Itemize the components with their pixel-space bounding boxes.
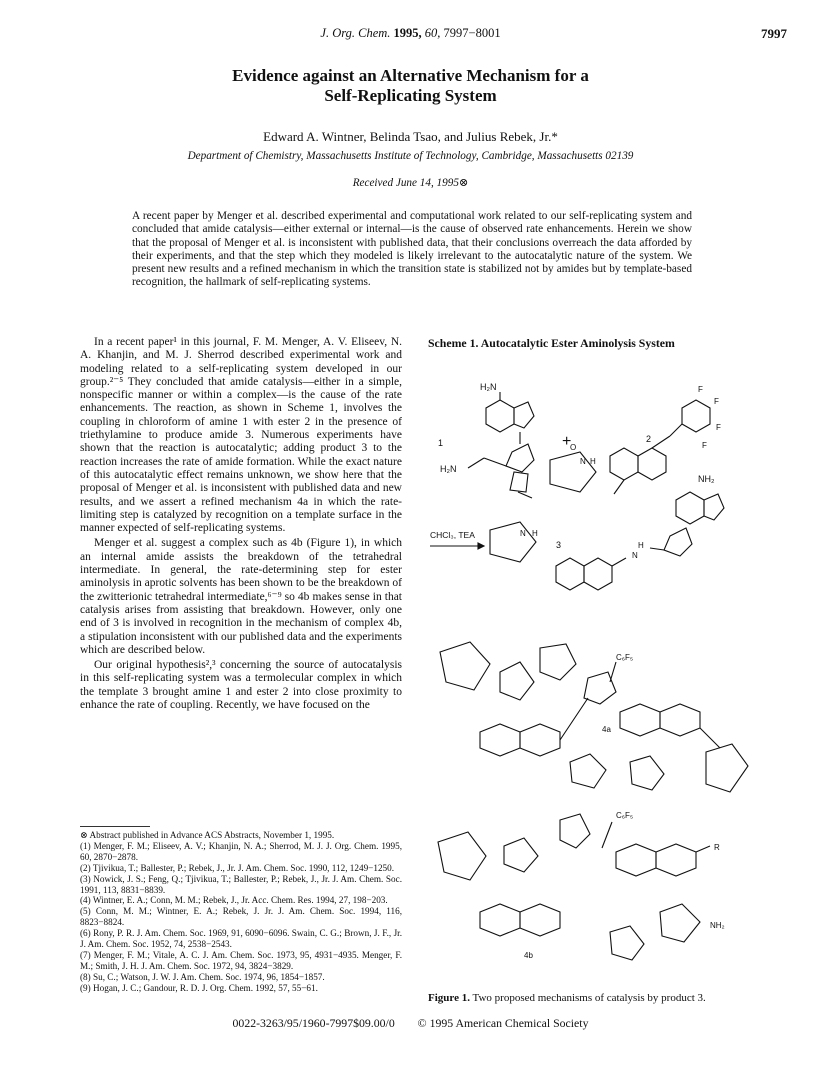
footnote: (9) Hogan, J. C.; Gandour, R. D. J. Org. Chem. 1992, 57, 55−61. <box>80 982 318 993</box>
fluorine-label: F <box>714 397 719 406</box>
footnote: (3) Nowick, J. S.; Feng, Q.; Tjivikua, T.; Ballester, P.; Rebek, J., Jr. J. Am. Chem. Soc. 1991, 113, 8831−8839. <box>80 873 402 895</box>
fluorine-label: F <box>702 441 707 450</box>
copyright: © 1995 American Chemical Society <box>417 1016 589 1030</box>
journal-pages: 7997−8001 <box>443 26 501 40</box>
article-code: 0022-3263/95/1960-7997$09.00/0 <box>232 1016 395 1030</box>
footnote: ⊗ Abstract published in Advance ACS Abstracts, November 1, 1995. <box>80 830 335 840</box>
footnote: (5) Conn, M. M.; Wintner, E. A.; Rebek, J. Jr. J. Am. Chem. Soc. 1994, 116, 8823−8824. <box>80 906 402 928</box>
footnote: (8) Su, C.; Watson, J. W. J. Am. Chem. Soc. 1974, 96, 1854−1857. <box>80 971 325 982</box>
nitrogen-label: N <box>520 529 526 538</box>
compound-number: 4a <box>602 725 611 734</box>
nitrogen-label: N <box>580 457 586 466</box>
body-left-column <box>80 336 402 714</box>
abstract: A recent paper by Menger et al. described experimental and computational work related to our self-replicating system and concluded that amide catalysis—either external or internal—is the cause of observed rate enhancements. Herein we show that the proposal of Menger et al. is inconsistent with published data, that their conclusions overreach the data afforded by their experiments, and that the step which they modeled is likely irrelevant to the autocatalytic nature of the system. We present new results and a refined mechanism in which the transition state is stabilized not by amides but by template-based recognition, the hallmark of self-replicating systems. <box>132 210 692 289</box>
body-paragraph-1: In a recent paper¹ in this journal, F. M. Menger, A. V. Eliseev, N. A. Khanjin, and M. J. Sherrod described experimental work and modeling related to a self-replicating system developed in our group.²⁻⁵ They concluded that amide catalysis—either in a simple, nonspecific manner or within a complex—is the cause of the rate enhancements. The reaction, as shown in Scheme 1, involves the coupling in chloroform of amine 1 with ester 2 in the presence of triethylamine to produce amide 3. Numerous experiments have shown that the reaction is autocatalytic; adding product 3 to the reaction increases the rate of amide formation. While the exact nature of this autocatalytic effect remains unknown, we show here that the proposal of Menger et al. is inconsistent with published data and new results, and we assert a refined mechanism 4a in which the rate-limiting step is catalyzed by recognition on a template surface in the manner expected of self-replicating systems. <box>80 336 402 535</box>
compound-number: 2 <box>646 434 652 444</box>
amine-label: H₂N <box>440 464 457 474</box>
hydrogen-label: H <box>638 541 644 550</box>
chemical-structures-figure <box>420 352 760 972</box>
footnote: (1) Menger, F. M.; Eliseev, A. V.; Khanjin, N. A.; Sherrod, M. J. J. Org. Chem. 1995, 60, 2870−2878. <box>80 840 402 862</box>
reaction-conditions: CHCl₃, TEA <box>430 530 475 540</box>
journal-name: J. Org. Chem. <box>320 26 391 40</box>
footnote: (2) Tjivikua, T.; Ballester, P.; Rebek, J., Jr. J. Am. Chem. Soc. 1990, 112, 1249−1250. <box>80 862 395 873</box>
page-number: 7997 <box>761 26 787 41</box>
c6f5-label: C₆F₅ <box>616 811 634 820</box>
figure-caption <box>428 992 748 1005</box>
footnote-rule <box>80 826 150 827</box>
compound-number: 1 <box>438 438 444 448</box>
compound-number: 4b <box>524 951 533 960</box>
oxygen-label: O <box>570 443 577 452</box>
journal-volume: 60, <box>424 26 441 40</box>
title-line-2: Self-Replicating System <box>324 86 497 105</box>
body-paragraph-3: Our original hypothesis²,³ concerning the source of autocatalysis in this self-replicating system was a termolecular complex in which the template 3 brought amine 1 and ester 2 into close proximity to enhance the rate of coupling. Recently, we have focused on the <box>80 659 402 712</box>
author-list: Edward A. Wintner, Belinda Tsao, and Julius Rebek, Jr.* <box>263 129 558 144</box>
amine-label: NH₂ <box>698 474 715 484</box>
running-header <box>0 26 821 41</box>
plus-sign: + <box>562 433 572 450</box>
affiliation: Department of Chemistry, Massachusetts Institute of Technology, Cambridge, Massachusetts 02139 <box>187 150 634 162</box>
footnotes <box>80 826 402 994</box>
amine-label: NH₂ <box>710 921 725 930</box>
received-date: Received June 14, 1995⊗ <box>352 177 469 189</box>
complex-4b-structure <box>438 811 725 960</box>
hydrogen-label: H <box>532 529 538 538</box>
r-group-label: R <box>714 843 720 852</box>
complex-4a-structure <box>440 642 748 792</box>
title-line-1: Evidence against an Alternative Mechanism for a <box>232 66 589 85</box>
compound-2-structure <box>550 385 721 494</box>
journal-year: 1995, <box>393 26 422 40</box>
scheme-title: Scheme 1. Autocatalytic Ester Aminolysis System <box>428 336 675 350</box>
article-title <box>0 66 821 106</box>
c6f5-label: C₆F₅ <box>616 653 634 662</box>
footnote: (6) Rony, P. R. J. Am. Chem. Soc. 1969, 91, 6090−6096. Swain, C. G.; Brown, J. F., Jr. J. Am. Chem. Soc. 1952, 74, 2538−2543. <box>80 928 402 950</box>
compound-1-structure <box>438 382 534 498</box>
body-paragraph-2: Menger et al. suggest a complex such as 4b (Figure 1), in which an internal amide assists the breakdown of the tetrahedral intermediate. In general, the rate-determining step for ester aminolysis in aprotic solvents has been shown to be the breakdown of the zwitterionic tetrahedral intermediate,⁶⁻⁹ so 4b makes sense in that catalysis arises from assisting that breakdown. However, only one end of 3 is involved in recognition in the mechanism of complex 4b, a stipulation inconsistent with our published data and the experiments which are described below. <box>80 537 402 656</box>
hydrogen-label: H <box>590 457 596 466</box>
figure-label: Figure 1. <box>428 992 470 1004</box>
amine-label: H₂N <box>480 382 497 392</box>
fluorine-label: F <box>716 423 721 432</box>
nitrogen-label: N <box>632 551 638 560</box>
figure-caption-text: Two proposed mechanisms of catalysis by product 3. <box>472 992 706 1004</box>
footnote: (4) Wintner, E. A.; Conn, M. M.; Rebek, J., Jr. Acc. Chem. Res. 1994, 27, 198−203. <box>80 895 388 906</box>
compound-number: 3 <box>556 540 562 550</box>
fluorine-label: F <box>698 385 703 394</box>
footnote: (7) Menger, F. M.; Vitale, A. C. J. Am. Chem. Soc. 1973, 95, 4931−4935. Menger, F. M.; Smith, J. H. J. Am. Chem. Soc. 1972, 94, 3824−3829. <box>80 949 402 971</box>
page-footer <box>0 1016 821 1031</box>
